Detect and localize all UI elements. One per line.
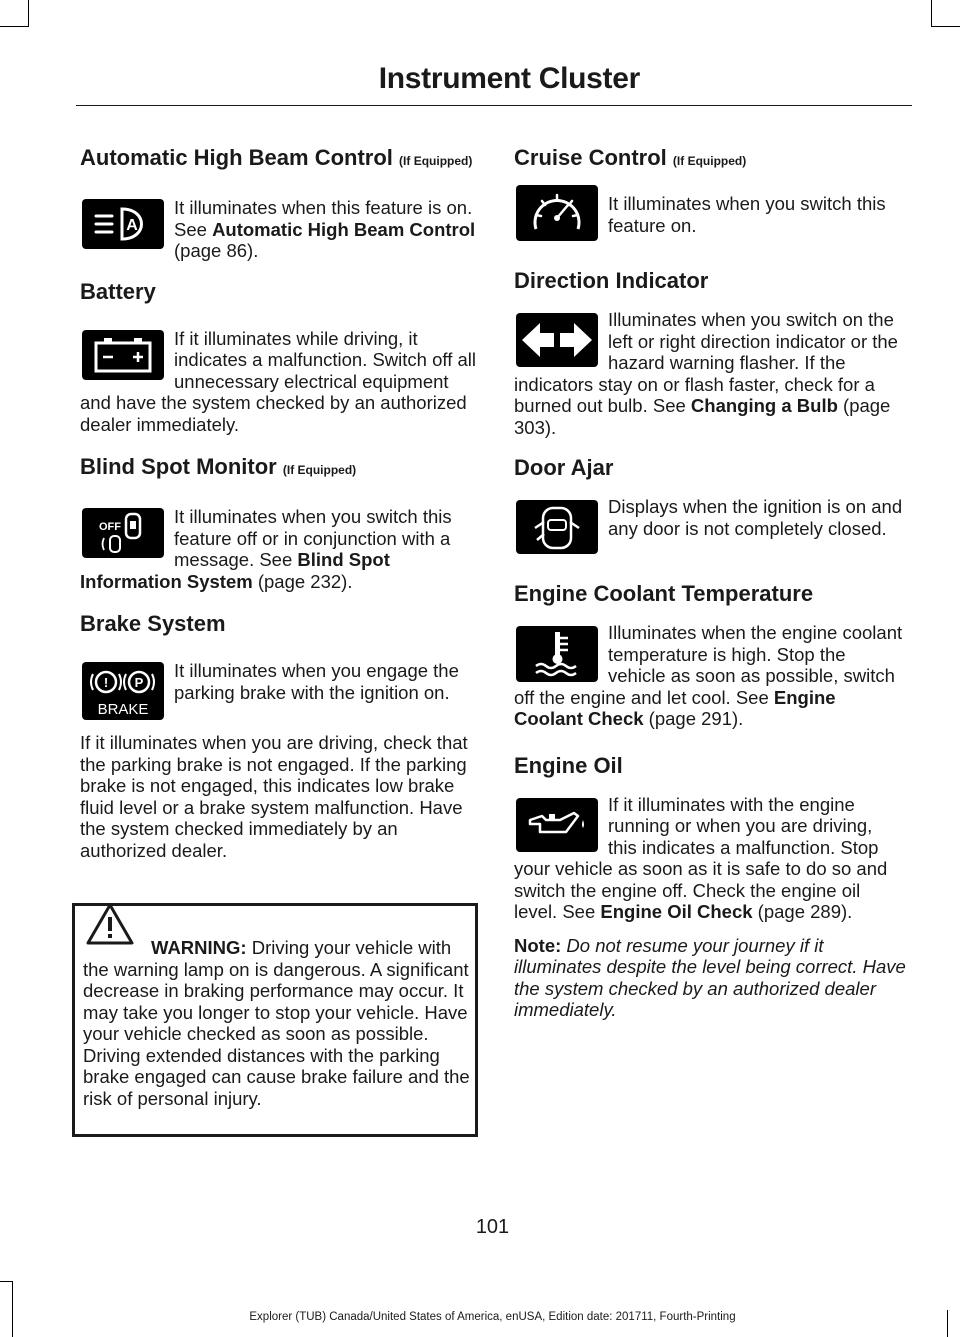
icon-label: BRAKE: [97, 701, 149, 718]
cross-reference-link[interactable]: Engine Coolant Check: [514, 686, 836, 729]
section-title: Engine Oil: [514, 752, 623, 778]
crop-mark: [0, 1281, 12, 1282]
cross-reference-link[interactable]: Engine Oil Check: [600, 901, 753, 922]
description: If it illuminates with the engine running or when you are driving, this indicates a malfunction. Stop your vehicle as soon as it is safe to do so and switch the engine off. Check the engine oil level. See Engine Oil Check (page 289).: [514, 793, 888, 922]
section-auto-high-beam: [80, 142, 482, 262]
svg-text:A: A: [126, 217, 138, 234]
section-door-ajar: [514, 452, 906, 558]
section-title: Direction Indicator: [514, 268, 709, 293]
entry: [514, 496, 906, 558]
description: Illuminates when the engine coolant temperature is high. Stop the vehicle as soon as possible, switch off the engine and let cool. See Engine Coolant Check (page 291).: [514, 622, 903, 729]
crop-mark: [12, 1281, 13, 1337]
section-direction-indicator: [514, 265, 906, 438]
header-divider: [76, 105, 912, 106]
entry: [80, 195, 482, 262]
warning-label: WARNING:: [151, 937, 247, 958]
cross-reference-link[interactable]: Blind Spot Information System: [80, 549, 390, 592]
section-blind-spot: [80, 451, 482, 592]
section-cruise-control: [514, 142, 906, 245]
coolant-temperature-icon: [516, 626, 598, 682]
description: Displays when the ignition is on and any door is not completely closed.: [608, 496, 903, 539]
icon-label: OFF: [99, 521, 121, 533]
left-column: [80, 140, 482, 861]
warning-text: WARNING: Driving your vehicle with the warning lamp on is dangerous. A significant decrease in braking performance may occur. It may take you longer to stop your vehicle. Have your vehicle checked as soon as possible. Driving extended distances with the parking brake engaged can cause brake failure and the risk of personal injury.: [83, 937, 470, 1109]
warning-box: [72, 903, 478, 1137]
entry: [80, 504, 482, 592]
section-title: Cruise Control (If Equipped): [514, 145, 747, 170]
entry: [80, 658, 482, 724]
cruise-control-icon: [516, 185, 598, 241]
description: Illuminates when you switch on the left or right direction indicator or the hazard warning flasher. If the indicators stay on or flash faster, check for a burned out bulb. See Changing a Bulb (page 303).: [514, 309, 898, 438]
section-title: Brake System: [80, 611, 226, 636]
door-ajar-icon: [516, 500, 598, 554]
blind-spot-off-icon: [82, 508, 164, 558]
section-title: Automatic High Beam Control (If Equipped): [80, 145, 473, 170]
entry: [514, 622, 906, 730]
description: If it illuminates while driving, it indicates a malfunction. Switch off all unnecessary electrical equipment and have the system checked by an authorized dealer immediately.: [80, 327, 476, 435]
cross-reference-link[interactable]: Changing a Bulb: [690, 395, 838, 416]
section-brake: [80, 608, 482, 861]
crop-mark: [0, 26, 29, 27]
auto-high-beam-icon: [82, 199, 164, 249]
section-title: Engine Coolant Temperature: [514, 581, 814, 606]
battery-icon: [82, 330, 164, 380]
page-title: Instrument Cluster: [378, 62, 640, 95]
entry: [514, 794, 906, 923]
entry: [514, 309, 906, 438]
entry: [514, 185, 906, 245]
description: It illuminates when this feature is on. See Automatic High Beam Control (page 86).: [174, 197, 476, 261]
cross-reference-link[interactable]: Automatic High Beam Control: [212, 218, 476, 240]
description: It illuminates when you switch this feature off or in conjunction with a message. See Blind Spot Information System (page 232).: [80, 506, 452, 592]
direction-arrows-icon: [516, 313, 598, 367]
description: If it illuminates when you are driving, check that the parking brake is not engaged. If the parking brake is not engaged, this indicates low brake fluid level or a brake system malfunction. Have the system checked immediately by an authorized dealer.: [80, 732, 468, 861]
right-column: [514, 140, 906, 1021]
section-battery: [80, 276, 482, 436]
crop-mark: [931, 26, 960, 27]
edition-info: Explorer (TUB) Canada/United States of America, enUSA, Edition date: 201711, Fourth-Printing: [249, 1311, 736, 1323]
section-title: Battery: [80, 278, 156, 304]
section-engine-oil: [514, 750, 906, 1021]
entry: [80, 326, 482, 436]
svg-text:P: P: [134, 675, 144, 690]
crop-mark: [931, 0, 932, 26]
section-engine-coolant: [514, 578, 906, 730]
crop-mark: [28, 0, 29, 26]
oil-can-icon: [516, 798, 598, 852]
brake-warning-icon: [82, 662, 164, 720]
svg-text:!: !: [103, 675, 109, 690]
section-title: Blind Spot Monitor (If Equipped): [80, 454, 357, 479]
description: It illuminates when you switch this feature on.: [608, 193, 886, 236]
note: Note: Do not resume your journey if it illuminates despite the level being correct. Have the system checked by an authorized dealer immediately.: [514, 934, 906, 1020]
section-title: Door Ajar: [514, 455, 614, 480]
page-number: 101: [475, 1216, 510, 1238]
description: It illuminates when you engage the parking brake with the ignition on.: [174, 660, 459, 703]
